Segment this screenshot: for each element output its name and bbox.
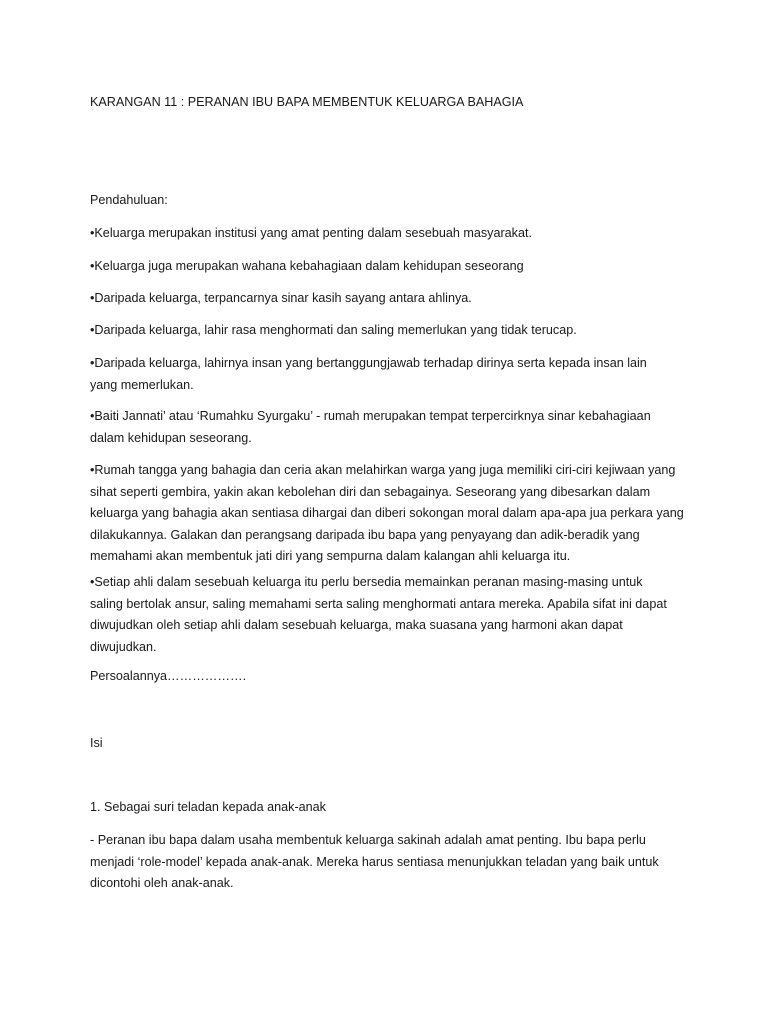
body-heading: Isi [90, 736, 103, 750]
intro-point-1: •Keluarga merupakan institusi yang amat penting dalam sesebuah masyarakat. [90, 226, 532, 240]
intro-point-2: •Keluarga juga merupakan wahana kebahagiaan dalam kehidupan seseorang [90, 259, 524, 273]
intro-point-6: •Baiti Jannati’ atau ‘Rumahku Syurgaku’ - rumah merupakan tempat terpercirknya sinar kebahagiaan dalam kehidupan seseorang. [90, 409, 651, 445]
problem-line: Persoalannya………………. [90, 669, 247, 683]
point-1-heading: 1. Sebagai suri teladan kepada anak-anak [90, 800, 326, 814]
intro-point-7: •Rumah tangga yang bahagia dan ceria akan melahirkan warga yang juga memiliki ciri-ciri kejiwaan yang sihat seperti gembira, yakin akan kebolehan diri dan sebagainya. Seseorang yang dibesarkan dalam keluarga yang bahagia akan sentiasa dihargai dan diberi sokongan moral dalam apa-apa jua perkara yang dilakukannya. Galakan dan perangsang daripada ibu bapa yang penyayang dan adik-beradik yang memahami akan membentuk jati diri yang sempurna dalam kalangan ahli keluarga itu. [90, 463, 684, 563]
intro-point-3: •Daripada keluarga, terpancarnya sinar kasih sayang antara ahlinya. [90, 291, 472, 305]
intro-point-5: •Daripada keluarga, lahirnya insan yang bertanggungjawab terhadap dirinya serta kepada insan lain yang memerlukan. [90, 356, 647, 392]
point-1-text: - Peranan ibu bapa dalam usaha membentuk keluarga sakinah adalah amat penting. Ibu bapa perlu menjadi ‘role-model’ kepada anak-anak. Mereka harus sentiasa menunjukkan teladan yang baik untuk dicontohi oleh anak-anak. [90, 833, 659, 890]
document-title: KARANGAN 11 : PERANAN IBU BAPA MEMBENTUK KELUARGA BAHAGIA [90, 95, 524, 109]
intro-heading: Pendahuluan: [90, 193, 168, 207]
intro-point-4: •Daripada keluarga, lahir rasa menghormati dan saling memerlukan yang tidak terucap. [90, 323, 577, 337]
intro-point-8: •Setiap ahli dalam sesebuah keluarga itu perlu bersedia memainkan peranan masing-masing untuk saling bertolak ansur, saling memahami serta saling menghormati antara mereka. Apabila sifat ini dapat diwujudkan oleh setiap ahli dalam sesebuah keluarga, maka suasana yang harmoni akan dapat diwujudkan. [90, 575, 667, 654]
